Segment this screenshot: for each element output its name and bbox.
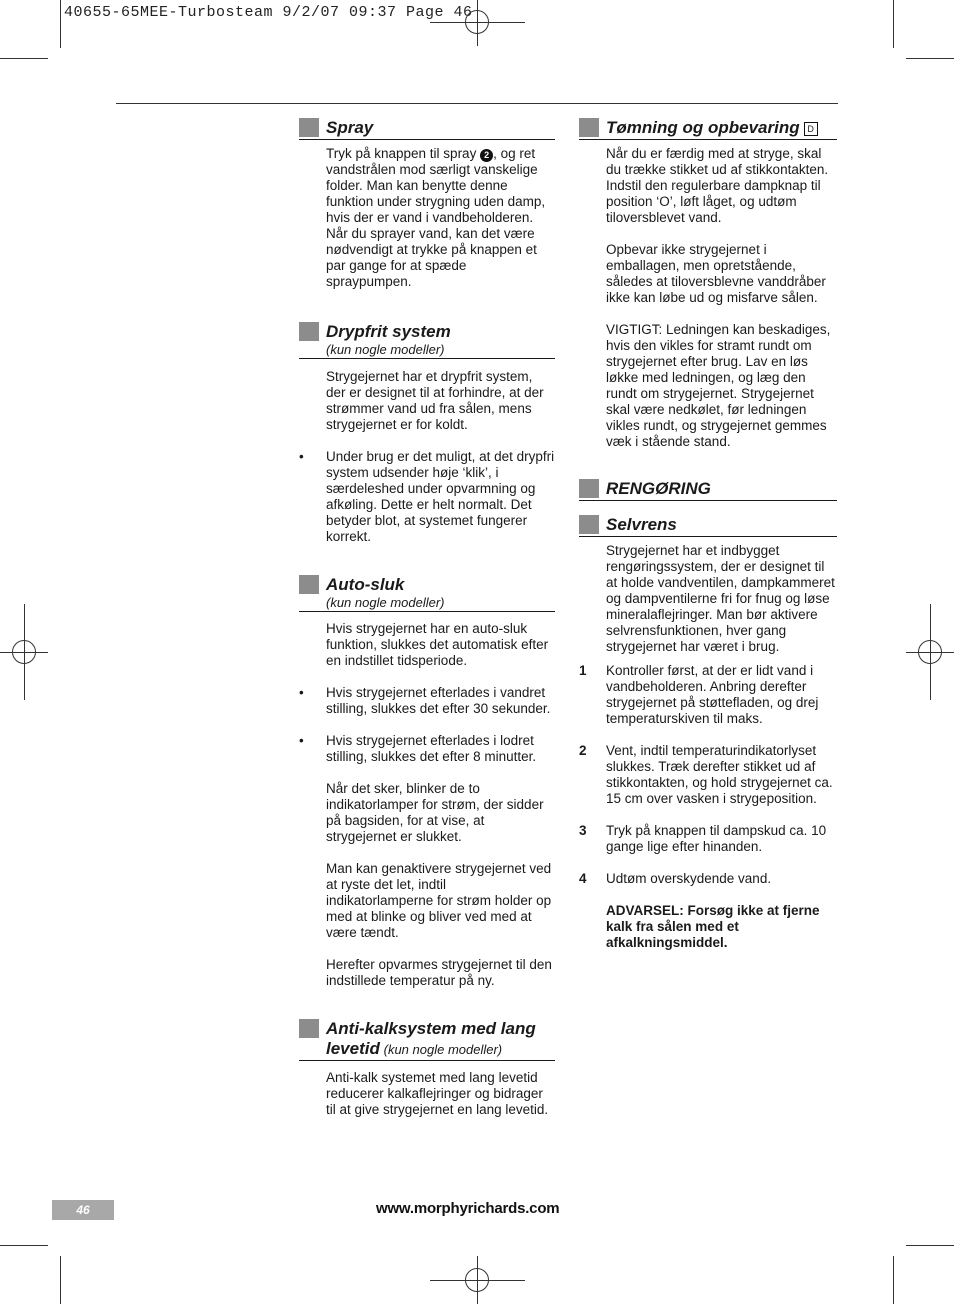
crop-mark <box>893 0 894 48</box>
crop-mark <box>906 58 954 59</box>
step-item <box>579 871 837 887</box>
step-number: 1 <box>579 663 587 678</box>
step-item <box>579 663 837 727</box>
bullet-item <box>299 685 555 717</box>
step-number: 4 <box>579 871 587 886</box>
bullet-item <box>299 733 555 765</box>
section-subtitle: (kun nogle modeller) <box>383 1042 503 1057</box>
section-marker <box>579 515 599 534</box>
bullet-marker: • <box>299 685 304 700</box>
print-slug: 40655-65MEE-Turbosteam 9/2/07 09:37 Page 46 <box>64 4 473 21</box>
paragraph: Man kan genaktivere strygejernet ved at ryste det let, indtil indikatorlamperne for strøm holder op med at blinke og bliver ved med at være tændt. <box>326 861 552 940</box>
section-auto-off <box>299 575 555 989</box>
paragraph: Herefter opvarmes strygejernet til den indstillede temperatur på ny. <box>326 957 552 988</box>
crop-mark <box>60 0 61 48</box>
section-drip <box>299 322 555 545</box>
step-text: Vent, indtil temperaturindikatorlyset slukkes. Træk derefter stikket ud af stikkontakten, og hold strygejernet ca. 15 cm over vasken i strygeposition. <box>606 743 833 806</box>
section-header <box>579 479 837 501</box>
section-title: RENGØRING <box>606 479 711 498</box>
section-title: levetid <box>326 1039 380 1058</box>
bullet-item <box>299 449 555 545</box>
number-2-icon: 2 <box>480 149 493 162</box>
crop-mark <box>906 1245 954 1246</box>
paragraph: Når du er færdig med at stryge, skal du trække stikket ud af stikkontakten. Indstil den regulerbare dampknap til position ‘O’, løft låget, og udtøm tiloversblevet vand. <box>606 146 829 225</box>
section-header <box>299 322 555 359</box>
section-header <box>299 118 555 140</box>
section-header <box>579 515 837 537</box>
section-marker <box>579 118 599 137</box>
section-spray <box>299 118 555 290</box>
left-column <box>299 118 555 1118</box>
crop-mark <box>893 1256 894 1304</box>
text: Hvis strygejernet efterlades i lodret stilling, slukkes det efter 8 minutter. <box>326 733 537 764</box>
section-storage <box>579 118 837 450</box>
section-title: Drypfrit system <box>326 322 451 341</box>
text: Under brug er det muligt, at det drypfri system udsender høje ‘klik’, i særdeleshed under opvarmning og afkøling. Dette er helt normalt. Det betyder blot, at systemet fungerer korrekt. <box>326 449 555 544</box>
paragraph <box>299 146 555 290</box>
paragraph: Strygejernet har et indbygget rengøringssystem, der er designet til at holde vandventilen, dampkammeret og dampventilerne fri for fnug og løse mineralaflejringer. Man bør aktivere selvrensfunktionen, hver gang strygejernet har været i brug. <box>606 543 835 654</box>
section-header <box>299 1019 555 1061</box>
paragraph: Strygejernet har et drypfrit system, der er designet til at forhindre, at der strømmer vand ud fra sålen, mens strygejernet er for koldt. <box>326 369 544 432</box>
section-self-clean <box>579 515 837 951</box>
top-rule <box>116 103 838 104</box>
paragraph: Hvis strygejernet har en auto-sluk funktion, slukkes det automatisk efter en indstillet tidsperiode. <box>326 621 549 668</box>
section-title: Spray <box>326 118 374 137</box>
section-header <box>579 118 837 140</box>
bullet-marker: • <box>299 733 304 748</box>
section-header <box>299 575 555 612</box>
text: , og ret vandstrålen mod særligt vanskelige folder. Man kan benytte denne funktion under strygning uden damp, hvis der er vand i vandbeholderen. Når du sprayer vand, kan det være nødvendigt at trykke på knappen et par gange for at spæde spraypumpen. <box>326 146 546 289</box>
section-marker <box>579 479 599 498</box>
crop-mark <box>0 58 48 59</box>
section-title: Selvrens <box>606 515 677 534</box>
section-marker <box>299 322 319 341</box>
website-link[interactable]: www.morphyrichards.com <box>376 1200 560 1217</box>
step-text: Tryk på knappen til dampskud ca. 10 gange lige efter hinanden. <box>606 823 827 854</box>
step-number: 2 <box>579 743 587 758</box>
crop-mark <box>60 1256 61 1304</box>
crop-mark <box>0 1245 48 1246</box>
right-column <box>579 118 837 951</box>
section-subtitle: (kun nogle modeller) <box>326 342 445 357</box>
section-title: Anti-kalksystem med lang <box>326 1019 536 1038</box>
page-number: 46 <box>52 1200 114 1220</box>
step-item <box>579 823 837 855</box>
step-item <box>579 743 837 807</box>
section-title: Auto-sluk <box>326 575 405 594</box>
step-text: Udtøm overskydende vand. <box>606 871 772 886</box>
bullet-marker: • <box>299 449 304 464</box>
paragraph: VIGTIGT: Ledningen kan beskadiges, hvis den vikles for stramt rundt om strygejernet efter brug. Lav en løs løkke med ledningen, og læg den rundt om strygejernet. Strygejernet skal være nedkølet, før ledningen vikles rundt, og strygejernet gemmes væk i stående stand. <box>606 322 831 449</box>
step-text: Kontroller først, at der er lidt vand i vandbeholderen. Anbring derefter strygejernet på støttefladen, og drej temperaturskiven til maks. <box>606 663 819 726</box>
section-anti-calc <box>299 1019 555 1118</box>
paragraph: Når det sker, blinker de to indikatorlamper for strøm, der sidder på bagsiden, for at vise, at strygejernet er slukket. <box>326 781 544 844</box>
figure-d-icon: D <box>804 122 818 136</box>
section-cleaning <box>579 479 837 501</box>
paragraph: Anti-kalk systemet med lang levetid reducerer kalkaflejringer og bidrager til at give strygejernet en lang levetid. <box>326 1070 549 1117</box>
warning-text: ADVARSEL: Forsøg ikke at fjerne kalk fra sålen med et afkalkningsmiddel. <box>606 903 820 950</box>
step-number: 3 <box>579 823 587 838</box>
text: Hvis strygejernet efterlades i vandret stilling, slukkes det efter 30 sekunder. <box>326 685 551 716</box>
section-marker <box>299 1019 319 1038</box>
section-title: Tømning og opbevaring <box>606 118 800 137</box>
paragraph: Opbevar ikke strygejernet i emballagen, men opretstående, således at tiloversblevne vanddråber ikke kan løbe ud og misfarve sålen. <box>606 242 826 305</box>
section-marker <box>299 118 319 137</box>
section-subtitle: (kun nogle modeller) <box>326 595 445 610</box>
text: Tryk på knappen til spray <box>326 146 477 161</box>
section-marker <box>299 575 319 594</box>
